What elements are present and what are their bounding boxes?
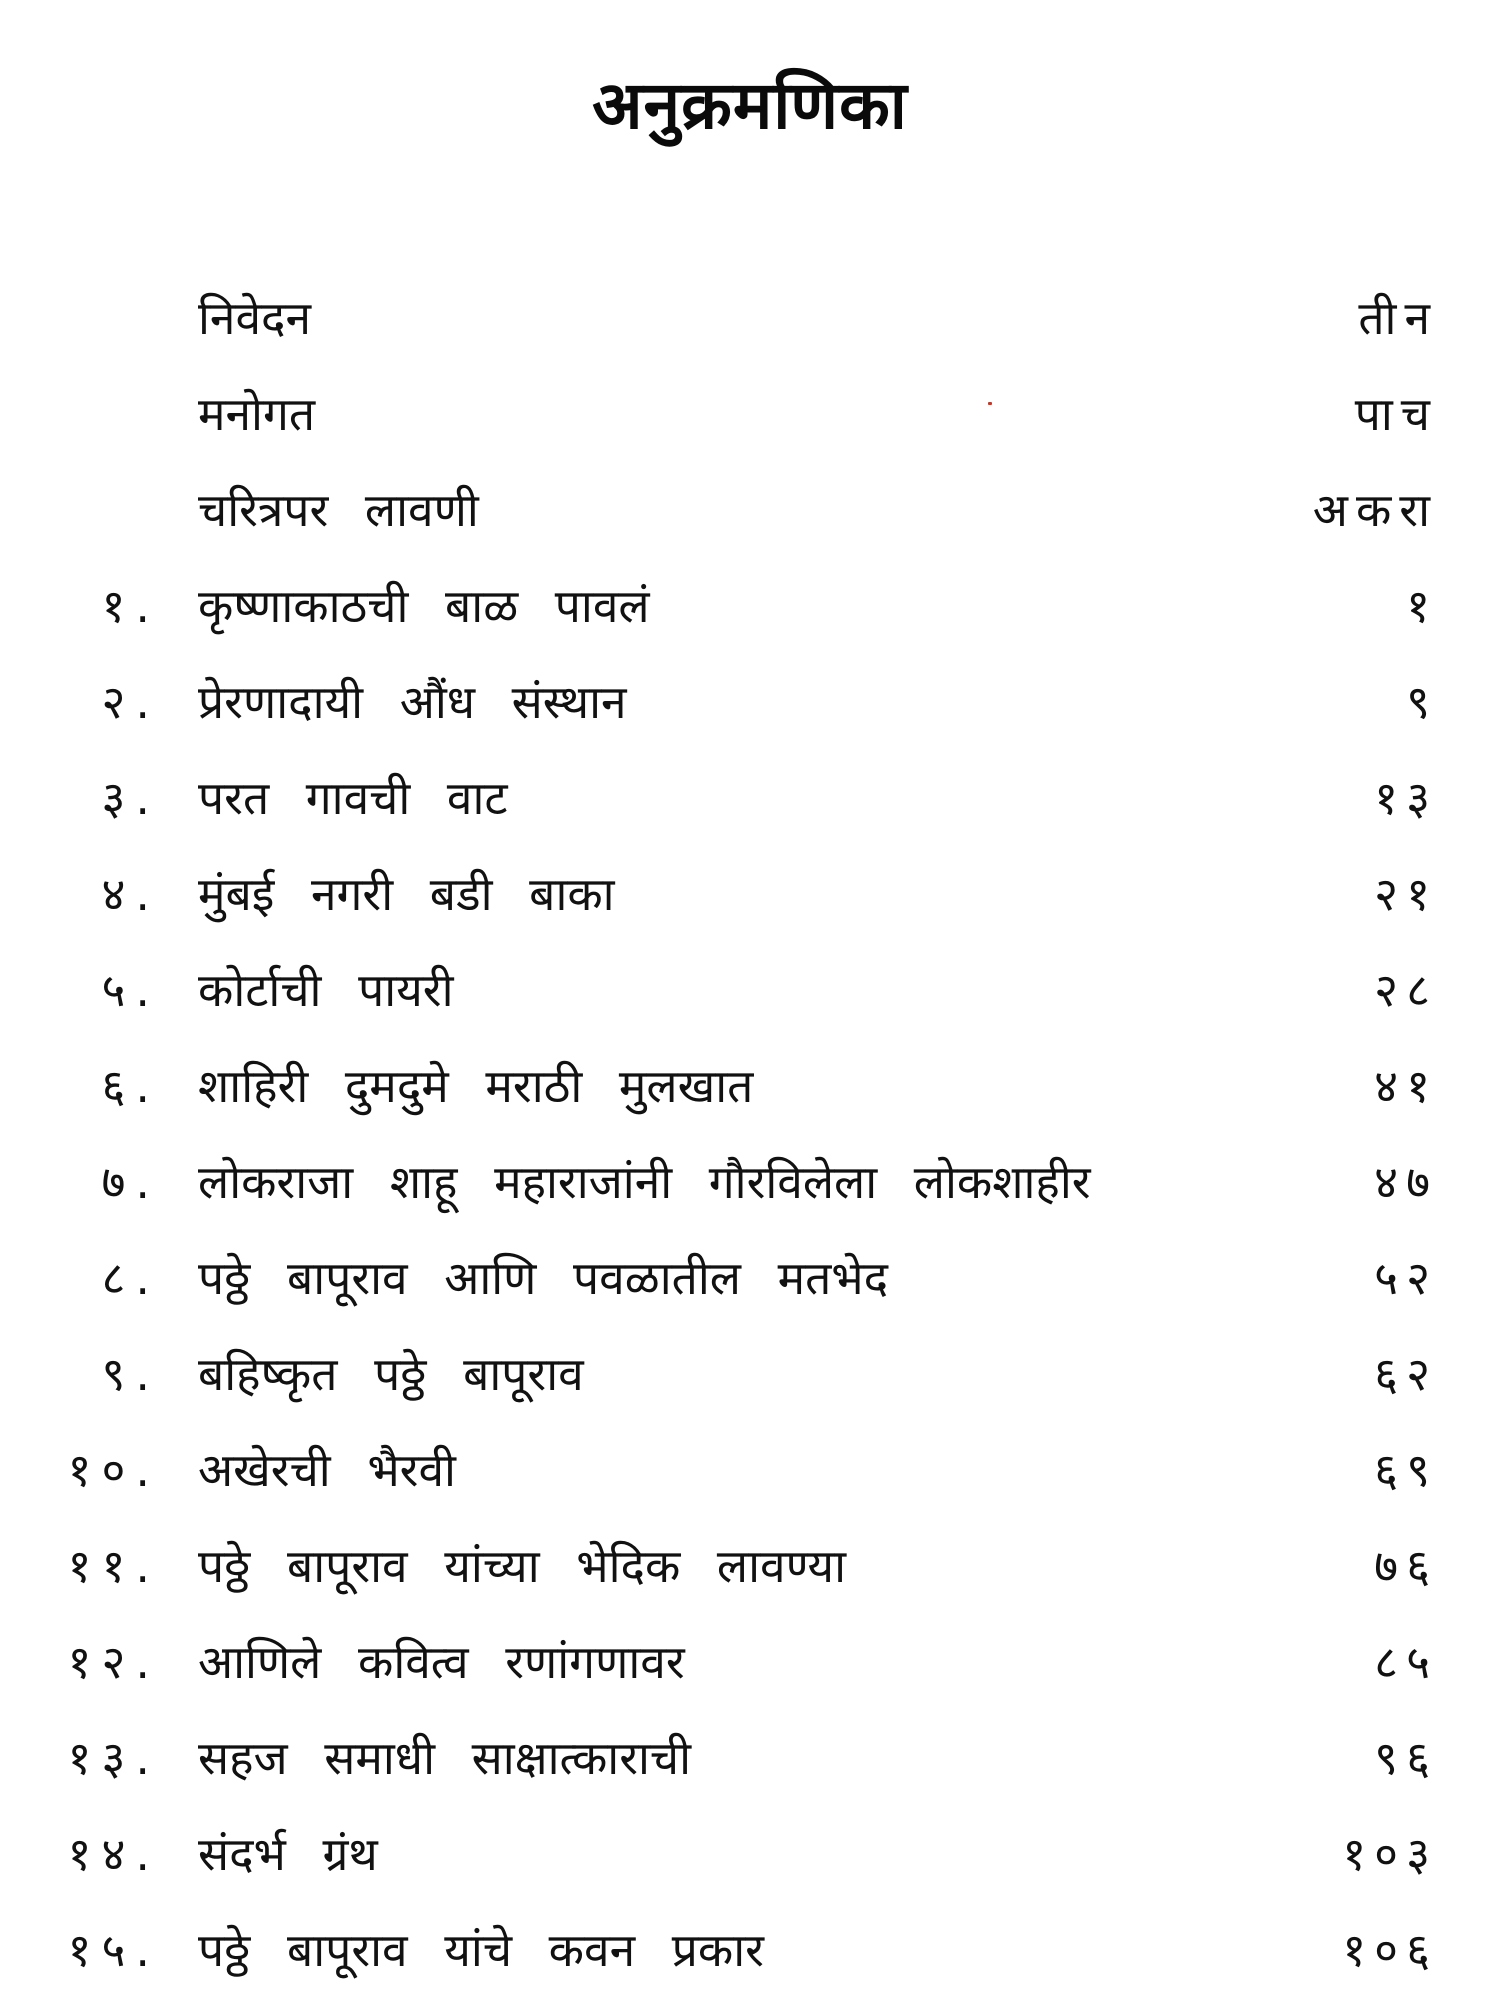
- page-title: अनुक्रमणिका: [592, 67, 908, 144]
- toc-entry: [0, 1518, 1500, 1614]
- toc-entry: [0, 1614, 1500, 1710]
- toc-list: [0, 270, 1500, 1998]
- toc-entry: [0, 1902, 1500, 1998]
- toc-entry-number: ११.: [67, 1539, 160, 1593]
- toc-entry-title: संदर्भ ग्रंथ: [198, 1827, 378, 1881]
- toc-entry: [0, 1038, 1500, 1134]
- toc-entry-number: ९.: [101, 1347, 160, 1401]
- toc-entry-page-number: ४१: [1374, 1059, 1438, 1113]
- toc-entry-number: ८.: [101, 1251, 160, 1305]
- toc-entry: [0, 1806, 1500, 1902]
- toc-entry-title: पठ्ठे बापूराव यांचे कवन प्रकार: [198, 1923, 764, 1977]
- toc-entry: [0, 1326, 1500, 1422]
- toc-entry-number: ३.: [101, 771, 160, 825]
- toc-entry-number: १५.: [67, 1923, 160, 1977]
- toc-entry: [0, 366, 1500, 462]
- toc-entry-number: ५.: [101, 963, 160, 1017]
- toc-entry-title: चरित्रपर लावणी: [198, 483, 479, 537]
- toc-entry-page-number: १०३: [1342, 1827, 1438, 1881]
- toc-entry: [0, 942, 1500, 1038]
- toc-entry-number: ४.: [101, 867, 160, 921]
- toc-entry-page-number: ९६: [1374, 1731, 1438, 1785]
- toc-entry-title: शाहिरी दुमदुमे मराठी मुलखात: [198, 1059, 754, 1113]
- toc-entry-page-number: ५२: [1374, 1251, 1438, 1305]
- toc-entry: [0, 846, 1500, 942]
- toc-entry: [0, 654, 1500, 750]
- print-speck: [988, 402, 992, 405]
- toc-entry: [0, 462, 1500, 558]
- toc-entry-page-number: ७६: [1374, 1539, 1438, 1593]
- toc-entry-number: १४.: [67, 1827, 160, 1881]
- toc-entry: [0, 270, 1500, 366]
- toc-entry-title: मनोगत: [198, 387, 316, 441]
- toc-entry-title: पठ्ठे बापूराव आणि पवळातील मतभेद: [198, 1251, 889, 1305]
- toc-entry-title: लोकराजा शाहू महाराजांनी गौरविलेला लोकशाहीर: [198, 1155, 1091, 1209]
- toc-entry-number: १०.: [67, 1443, 160, 1497]
- toc-entry-page-number: ८५: [1374, 1635, 1438, 1689]
- toc-entry: [0, 1134, 1500, 1230]
- toc-entry-title: सहज समाधी साक्षात्काराची: [198, 1731, 692, 1785]
- toc-entry-title: प्रेरणादायी औंध संस्थान: [198, 675, 627, 729]
- toc-entry-title: आणिले कवित्व रणांगणावर: [198, 1635, 685, 1689]
- toc-entry-number: १३.: [67, 1731, 160, 1785]
- toc-entry-page-number: ९: [1406, 675, 1438, 729]
- toc-entry-title: अखेरची भैरवी: [198, 1443, 456, 1497]
- toc-entry-page-number: ६२: [1374, 1347, 1438, 1401]
- toc-entry-page-number: पाच: [1354, 387, 1438, 441]
- toc-entry-number: ७.: [101, 1155, 160, 1209]
- toc-entry-page-number: १३: [1374, 771, 1438, 825]
- toc-entry-title: परत गावची वाट: [198, 771, 508, 825]
- toc-entry-page-number: २८: [1374, 963, 1438, 1017]
- toc-entry: [0, 1230, 1500, 1326]
- toc-entry-page-number: १: [1406, 579, 1438, 633]
- toc-entry-page-number: ४७: [1374, 1155, 1438, 1209]
- toc-entry-page-number: ६९: [1374, 1443, 1438, 1497]
- toc-entry: [0, 750, 1500, 846]
- toc-entry-title: मुंबई नगरी बडी बाका: [198, 867, 615, 921]
- toc-entry-number: १.: [101, 579, 160, 633]
- toc-entry-page-number: २१: [1374, 867, 1438, 921]
- toc-entry-title: बहिष्कृत पठ्ठे बापूराव: [198, 1347, 584, 1401]
- toc-entry: [0, 1710, 1500, 1806]
- toc-entry-title: कृष्णाकाठची बाळ पावलं: [198, 579, 650, 633]
- toc-entry-page-number: १०६: [1342, 1923, 1438, 1977]
- toc-entry-number: ६.: [101, 1059, 160, 1113]
- toc-entry-number: १२.: [67, 1635, 160, 1689]
- toc-entry-page-number: अकरा: [1312, 483, 1438, 537]
- toc-entry-title: पठ्ठे बापूराव यांच्या भेदिक लावण्या: [198, 1539, 847, 1593]
- toc-entry-title: कोर्टाची पायरी: [198, 963, 454, 1017]
- toc-entry: [0, 558, 1500, 654]
- toc-entry: [0, 1422, 1500, 1518]
- toc-entry-number: २.: [101, 675, 160, 729]
- toc-entry-page-number: तीन: [1358, 291, 1438, 345]
- toc-entry-title: निवेदन: [198, 291, 311, 345]
